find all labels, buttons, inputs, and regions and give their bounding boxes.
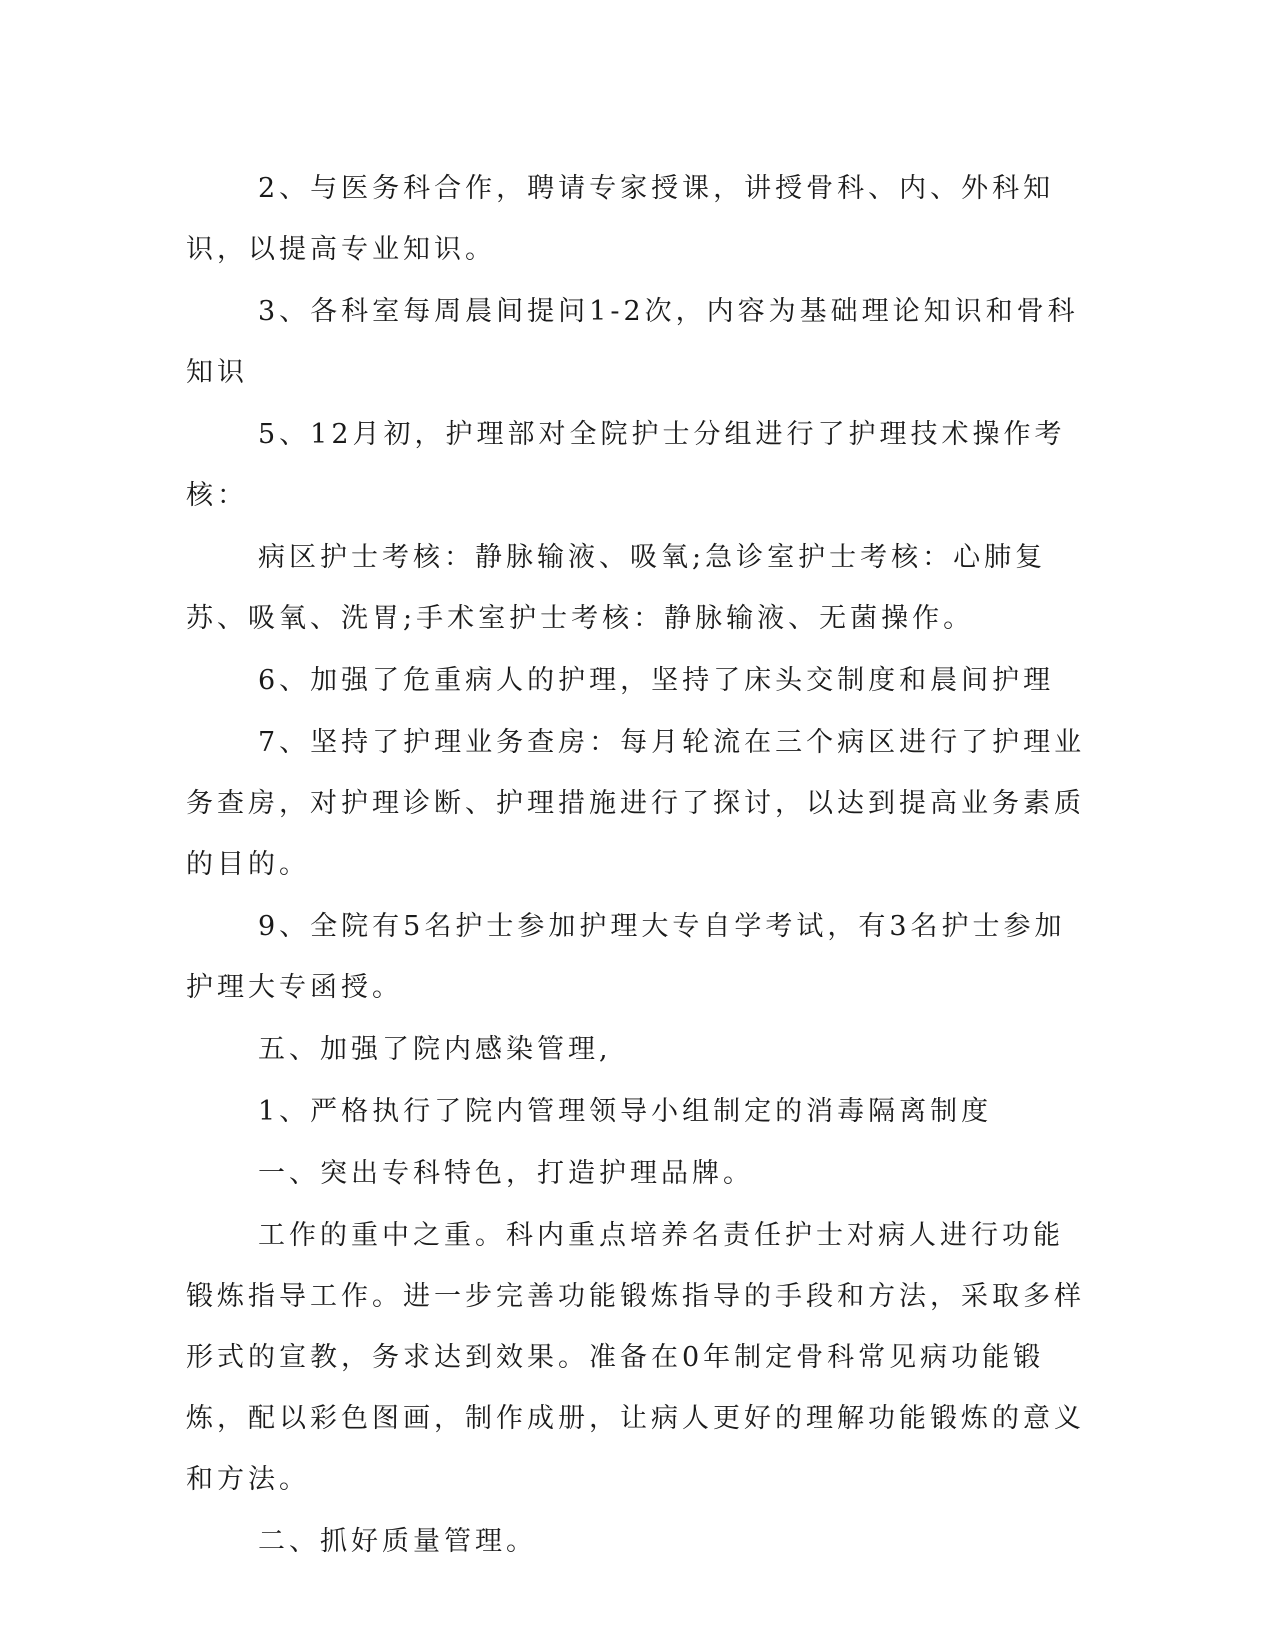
heading-infection-control: 五、加强了院内感染管理,: [258, 1034, 612, 1065]
paragraph-self-study-exam: 9、全院有5名护士参加护理大专自学考试，有3名护士参加护理大专函授。: [186, 911, 1066, 1003]
document-body: [186, 158, 1086, 1573]
paragraph-training-lectures: 2、与医务科合作，聘请专家授课，讲授骨科、内、外科知识，以提高专业知识。: [186, 173, 1055, 265]
paragraph-critical-care: 6、加强了危重病人的护理，坚持了床头交制度和晨间护理: [258, 665, 1055, 696]
paragraph-disinfection-rules: 1、严格执行了院内管理领导小组制定的消毒隔离制度: [258, 1096, 993, 1127]
paragraph-rehab-guidance: 工作的重中之重。科内重点培养名责任护士对病人进行功能锻炼指导工作。进一步完善功能锻炼指导的手段和方法，采取多样形式的宣教，务求达到效果。准备在0年制定骨科常见病功能锻炼，配以彩色图画，制作成册，让病人更好的理解功能锻炼的意义和方法。: [186, 1220, 1085, 1495]
heading-quality-management: 二、抓好质量管理。: [258, 1526, 537, 1557]
paragraph-morning-questions: 3、各科室每周晨间提问1-2次，内容为基础理论知识和骨科知识: [186, 296, 1079, 388]
heading-specialty-features: 一、突出专科特色，打造护理品牌。: [258, 1158, 754, 1189]
paragraph-assessment-items: 病区护士考核：静脉输液、吸氧;急诊室护士考核：心肺复苏、吸氧、洗胃;手术室护士考核：静脉输液、无菌操作。: [186, 542, 1047, 634]
paragraph-skill-assessment: 5、12月初，护理部对全院护士分组进行了护理技术操作考核：: [186, 419, 1066, 511]
paragraph-ward-rounds: 7、坚持了护理业务查房：每月轮流在三个病区进行了护理业务查房，对护理诊断、护理措施进行了探讨，以达到提高业务素质的目的。: [186, 727, 1086, 880]
